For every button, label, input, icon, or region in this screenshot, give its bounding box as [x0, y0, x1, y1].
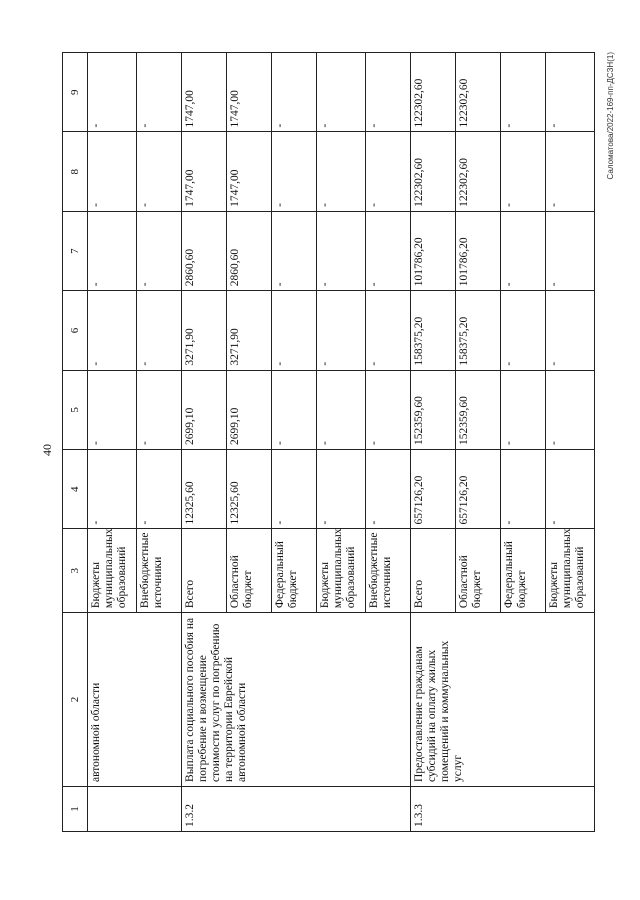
- value-cell: -: [546, 370, 595, 449]
- value-cell: -: [366, 211, 411, 290]
- funding-source: Внебюджетные источники: [366, 529, 411, 613]
- value-cell: -: [137, 370, 182, 449]
- value-cell: 3271,90: [182, 291, 227, 370]
- funding-source: Федеральный бюджет: [272, 529, 317, 613]
- value-cell: -: [88, 211, 137, 290]
- value-cell: -: [88, 53, 137, 132]
- value-cell: -: [272, 53, 317, 132]
- item-name: Выплата социального пособия на погребение и возмещение стоимости услуг по погребению на территории Еврейской автономной области: [182, 613, 411, 787]
- document-id: Саломатова/2022-169-пп-ДСЗН(1): [606, 52, 615, 180]
- value-cell: -: [366, 53, 411, 132]
- value-cell: -: [317, 291, 366, 370]
- value-cell: -: [546, 211, 595, 290]
- budget-table: [62, 52, 595, 832]
- value-cell: -: [88, 132, 137, 211]
- value-cell: -: [137, 53, 182, 132]
- header-cell: 6: [63, 291, 88, 370]
- header-cell: 1: [63, 786, 88, 831]
- value-cell: -: [501, 291, 546, 370]
- value-cell: -: [366, 450, 411, 529]
- value-cell: -: [317, 53, 366, 132]
- value-cell: 12325,60: [182, 450, 227, 529]
- item-number: [88, 786, 182, 831]
- value-cell: -: [88, 291, 137, 370]
- value-cell: -: [317, 370, 366, 449]
- value-cell: -: [501, 53, 546, 132]
- header-cell: 9: [63, 53, 88, 132]
- value-cell: -: [272, 450, 317, 529]
- value-cell: 657126,20: [456, 450, 501, 529]
- value-cell: -: [546, 53, 595, 132]
- value-cell: 122302,60: [456, 53, 501, 132]
- header-cell: 3: [63, 529, 88, 613]
- value-cell: -: [137, 132, 182, 211]
- value-cell: 1747,00: [182, 132, 227, 211]
- value-cell: -: [317, 132, 366, 211]
- header-cell: 8: [63, 132, 88, 211]
- value-cell: -: [137, 211, 182, 290]
- funding-source: Бюджеты муниципальных образований: [317, 529, 366, 613]
- funding-source: Бюджеты муниципальных образований: [546, 529, 595, 613]
- value-cell: 122302,60: [411, 53, 456, 132]
- value-cell: 101786,20: [411, 211, 456, 290]
- item-number: 1.3.2: [182, 786, 411, 831]
- table-row: [411, 53, 456, 832]
- funding-source: Внебюджетные источники: [137, 529, 182, 613]
- value-cell: 1747,00: [227, 53, 272, 132]
- value-cell: -: [272, 132, 317, 211]
- funding-source: Всего: [411, 529, 456, 613]
- value-cell: -: [501, 370, 546, 449]
- funding-source: Областной бюджет: [456, 529, 501, 613]
- value-cell: 1747,00: [182, 53, 227, 132]
- funding-source: Бюджеты муниципальных образований: [88, 529, 137, 613]
- value-cell: 2699,10: [182, 370, 227, 449]
- funding-source: Всего: [182, 529, 227, 613]
- value-cell: 122302,60: [411, 132, 456, 211]
- value-cell: -: [272, 211, 317, 290]
- value-cell: -: [137, 450, 182, 529]
- value-cell: -: [501, 132, 546, 211]
- value-cell: -: [501, 450, 546, 529]
- table-row: [88, 53, 137, 832]
- value-cell: -: [366, 291, 411, 370]
- value-cell: 3271,90: [227, 291, 272, 370]
- value-cell: -: [366, 370, 411, 449]
- value-cell: 12325,60: [227, 450, 272, 529]
- value-cell: 657126,20: [411, 450, 456, 529]
- value-cell: -: [366, 132, 411, 211]
- value-cell: 152359,60: [411, 370, 456, 449]
- header-cell: 4: [63, 450, 88, 529]
- value-cell: 101786,20: [456, 211, 501, 290]
- value-cell: -: [137, 291, 182, 370]
- value-cell: -: [272, 370, 317, 449]
- value-cell: -: [546, 132, 595, 211]
- item-name: автономной области: [88, 613, 182, 787]
- value-cell: 158375,20: [456, 291, 501, 370]
- header-cell: 2: [63, 613, 88, 787]
- value-cell: -: [317, 211, 366, 290]
- header-cell: 7: [63, 211, 88, 290]
- value-cell: -: [88, 450, 137, 529]
- funding-source: Федеральный бюджет: [501, 529, 546, 613]
- header-cell: 5: [63, 370, 88, 449]
- value-cell: -: [501, 211, 546, 290]
- value-cell: -: [272, 291, 317, 370]
- value-cell: -: [88, 370, 137, 449]
- value-cell: -: [317, 450, 366, 529]
- value-cell: -: [546, 450, 595, 529]
- value-cell: 2699,10: [227, 370, 272, 449]
- value-cell: 158375,20: [411, 291, 456, 370]
- page-number: 40: [40, 444, 54, 456]
- value-cell: 2860,60: [227, 211, 272, 290]
- funding-source: Областной бюджет: [227, 529, 272, 613]
- value-cell: -: [546, 291, 595, 370]
- table-row: [182, 53, 227, 832]
- header-row: [63, 53, 88, 832]
- item-name: Предоставление гражданам субсидий на оплату жилых помещений и коммунальных услуг: [411, 613, 595, 787]
- item-number: 1.3.3: [411, 786, 595, 831]
- value-cell: 1747,00: [227, 132, 272, 211]
- value-cell: 122302,60: [456, 132, 501, 211]
- value-cell: 2860,60: [182, 211, 227, 290]
- value-cell: 152359,60: [456, 370, 501, 449]
